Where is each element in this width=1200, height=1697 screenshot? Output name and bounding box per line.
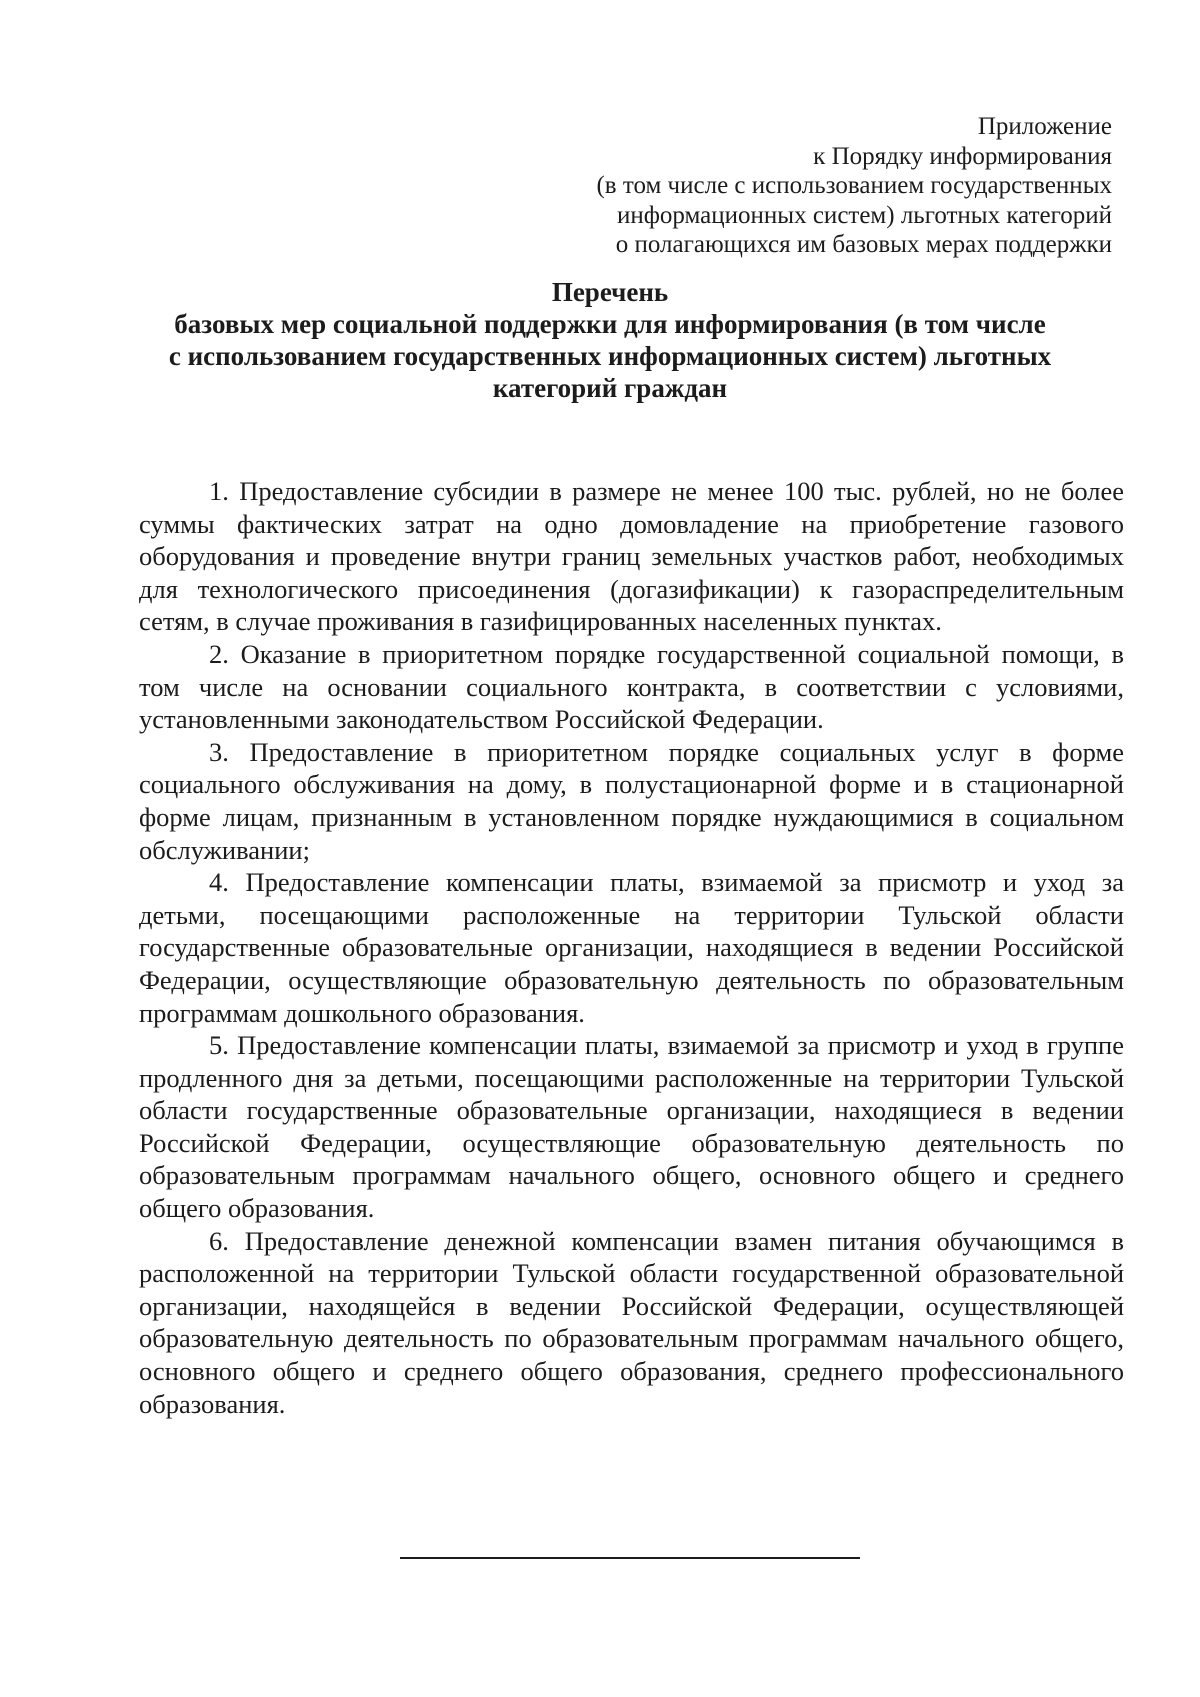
appendix-line: о полагающихся им базовых мерах поддержки [615,231,1112,258]
appendix-header [472,112,1112,260]
closing-separator-line [400,1557,860,1559]
list-item: 2. Оказание в приоритетном порядке государственной социальной помощи, в том числе на основании социального контракта, в соответствии с условиями, установленными законодательством Российской Федерации. [139,638,1124,735]
document-title [130,276,1090,404]
list-item: 1. Предоставление субсидии в размере не менее 100 тыс. рублей, но не более суммы фактических затрат на одно домовладение на приобретение газового оборудования и проведение внутри границ земельных участков работ, необходимых для технологического присоединения (догазификации) к газораспределительным сетям, в случае проживания в газифицированных населенных пунктах. [139,476,1124,637]
appendix-line: (в том числе с использованием государственных [596,172,1112,199]
appendix-line: к Порядку информирования [813,142,1112,170]
list-item: 5. Предоставление компенсации платы, взимаемой за присмотр и уход в группе продленного дня за детьми, посещающими расположенные на территории Тульской области государственные образовательные организации, находящиеся в ведении Российской Федерации, осуществляющие образовательную деятельность по образовательным программам начального общего, основного общего и среднего общего образования. [139,1030,1124,1224]
list-item: 6. Предоставление денежной компенсации взамен питания обучающимся в расположенной на территории Тульской области государственной образовательной организации, находящейся в ведении Российской Федерации, осуществляющей образовательную деятельность по образовательным программам начального общего, основного общего и среднего общего образования, среднего профессионального образования. [139,1225,1124,1419]
list-item: 4. Предоставление компенсации платы, взимаемой за присмотр и уход за детьми, посещающими расположенные на территории Тульской области государственные образовательные организации, находящиеся в ведении Российской Федерации, осуществляющие образовательную деятельность по образовательным программам дошкольного образования. [139,867,1124,1028]
appendix-line: Приложение [977,113,1112,140]
appendix-line: информационных систем) льготных категорий [616,201,1112,229]
title-line: с использованием государственных информационных систем) льготных [168,341,1052,371]
title-line: базовых мер социальной поддержки для информирования (в том числе [174,309,1046,339]
list-item: 3. Предоставление в приоритетном порядке социальных услуг в форме социального обслуживания на дому, в полустационарной форме и в стационарной форме лицам, признанным в установленном порядке нуждающимися в социальном обслуживании; [139,736,1124,865]
title-line: категорий граждан [492,373,728,403]
document-body [139,475,1124,1420]
title-line: Перечень [551,277,669,307]
